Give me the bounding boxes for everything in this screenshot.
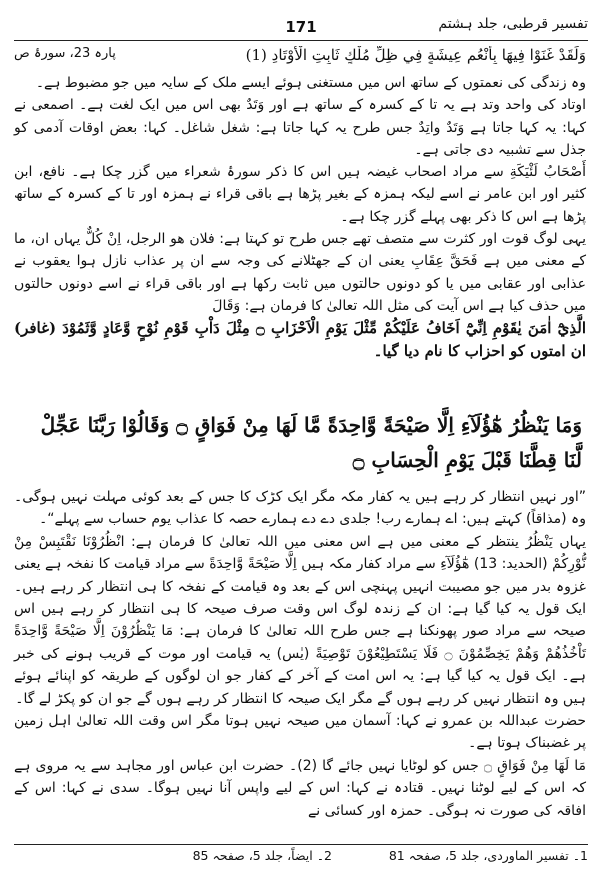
paragraph-4: یہی لوگ قوت اور کثرت سے متصف تھے جس طرح تو کہتا ہے: فلان ھو الرجل، اِنْ كُلٌّ یہاں ان، ما کے معنی میں ہے فَحَقَّ عِقَابِ یعنی ان کے جھٹلانے کی وجہ سے ان پر عذاب نازل ہوا یعقوب نے عذابی اور عقابی میں یا کو دونوں حالتوں میں ثابت رکھا ہے اور باقی قراء نے اسے دونوں حالتوں میں حذف کیا ہے اس آیت کی مثل اللہ تعالیٰ کا فرمان ہے: وَقَالَ <box>14 231 586 314</box>
page-number: 171 <box>285 18 317 36</box>
paragraph-1: وہ زندگی کی نعمتوں کے ساتھ اس میں مستغنی ہوئے ایسے ملک کے سایہ میں جو مضبوط ہے۔ <box>35 75 586 91</box>
footnote-2: 2۔ ایضاً، جلد 5، صفحہ 85 <box>192 848 332 863</box>
running-header-title: تفسیر قرطبی، جلد ہشتم <box>438 16 588 32</box>
translation-paragraph: ”اور نہیں انتظار کر رہے ہیں یہ کفار مکہ مگر ایک کڑک کا جس کے بعد کوئی مہلت نہیں ہوگی۔ وہ (مذاقاً) کہتے ہیں: اے ہمارے رب! جلدی دے دے ہمارے حصہ کا عذاب یوم حساب سے پہلے“۔ <box>14 489 586 528</box>
paragraph-2: اوتاد کی واحد وتد ہے یہ تا کے کسرہ کے ساتھ ہے اور وَتَدٌ بھی اس میں ایک لغت ہے۔ اصمعی نے کہا: یہ کہا جاتا ہے وَتَدٌ واتِدٌ جس طرح یہ کہا جاتا ہے: شغل شاغل۔ کہا: بعض اوقات آدمی کو جذل سے تشبیہ دی جاتی ہے۔ <box>14 97 586 158</box>
commentary-bottom <box>14 486 586 822</box>
paragraph-3: أَصْحَابُ لَئْيَكَةِ سے مراد اصحاب غیضہ ہیں اس کا ذکر سورۂ شعراء میں گزر چکا ہے۔ نافع، ابن کثیر اور ابن عامر نے اسے لیکہ ہمزہ کے بغیر پڑھا ہے باقی قراء نے ہمزہ اور تا کے کسرہ کے ساتھ پڑھا ہے اس کا ذکر بھی پہلے گزر چکا ہے۔ <box>14 164 586 225</box>
opening-verse: وَلَقَدْ غَنَوْا فِيهَا بِأَنْعُمِ عِيشَةٍ فِي ظِلِّ مُلْكٍ ثَابِتِ الْأَوْتَادِ (1) <box>245 46 586 64</box>
header-rule <box>14 40 588 41</box>
paragraph-5: یہاں يَنْظُرُ ینتظر کے معنی میں ہے اس معنی میں اللہ تعالیٰ کا فرمان ہے: انْظُرُوْنَا نَقْتَبِسْ مِنْ نُّوْرِكُمْ (الحدید: 13) هٰٓؤُلَآءِ سے مراد کفار مکہ ہیں اِلَّا صَيْحَةً وَّاحِدَةً سے مراد قیامت کا نفخہ ہے یعنی غزوہ بدر میں جو مصیبت انہیں پہنچی اس کے بعد وہ قیامت کے نفخہ کا ہی انتظار کر رہے ہیں۔ ایک قول یہ کیا گیا ہے: ان کے زندہ لوگ اس وقت صرف صیحہ کا ہی انتظار کر رہے ہیں اس صیحہ سے مراد صور پھونکنا ہے جس طرح اللہ تعالیٰ کا فرمان ہے: مَا يَنْظُرُوْنَ اِلَّا صَيْحَةً وَّاحِدَةً تَاْخُذُهُمْ وَهُمْ يَخِصِّمُوْنَ ۝ فَلَا يَسْتَطِيْعُوْنَ تَوْصِيَةً (یٰس) یہ قیامت اور موت کے قریب ہونے کی خبر ہے۔ ایک قول یہ کیا گیا ہے: یہ اس امت کے آخر کے کفار جو ان لوگوں کے طریقہ کو اپنائے ہوئے ہیں وہ انتظار نہیں کر رہے ہوں گے مگر ایک صیحہ کا انتظار کر رہے ہوں گے جو ان کو پکڑ لے گا۔ <box>14 533 587 707</box>
commentary-top <box>14 72 586 363</box>
footnote-separator <box>14 844 588 845</box>
footnote-1: 1۔ تفسیر الماوردی، جلد 5، صفحہ 81 <box>388 848 588 863</box>
main-quran-verse: وَمَا يَنْظُرُ هٰٓؤُلَآءِ اِلَّا صَيْحَةً وَّاحِدَةً مَّا لَهَا مِنْ فَوَاقٍ ۝ وَقَالُوْا رَبَّنَا عَجِّلْ لَّنَا قِطَّنَا قَبْلَ يَوْمِ الْحِسَابِ ۝ <box>40 413 582 472</box>
arabic-quote-line: الَّذِيْٓ اٰمَنَ يٰقَوْمِ اِنِّيْٓ اَخَافُ عَلَيْكُمْ مِّثْلَ يَوْمِ الْاَحْزَابِ ۝ مِثْلَ دَاْبِ قَوْمِ نُوْحٍ وَّعَادٍ وَّثَمُوْدَ (غافر) ان امتوں کو احزاب کا نام دیا گیا۔ <box>14 319 587 361</box>
para-surah-reference: پارہ 23، سورۂ ص <box>14 46 116 61</box>
paragraph-7: مَا لَهَا مِنْ فَوَاقٍ ۝ جس کو لوٹایا نہیں جائے گا (2)۔ حضرت ابن عباس اور مجاہد سے یہ مروی ہے کہ اس کے لیے لوٹنا نہیں۔ قتادہ نے کہا: اس کے لیے واپس آنا نہیں ہوگا۔ سدی نے کہا: اس کے افاقہ کی صورت نہ ہوگی۔ حمزہ اور کسائی نے <box>14 757 586 819</box>
paragraph-6: حضرت عبداللہ بن عمرو نے کہا: آسمان میں صیحہ نہیں ہوتا مگر اس وقت اللہ تعالیٰ اہل زمین پر غضبناک ہوتا ہے۔ <box>14 713 586 752</box>
